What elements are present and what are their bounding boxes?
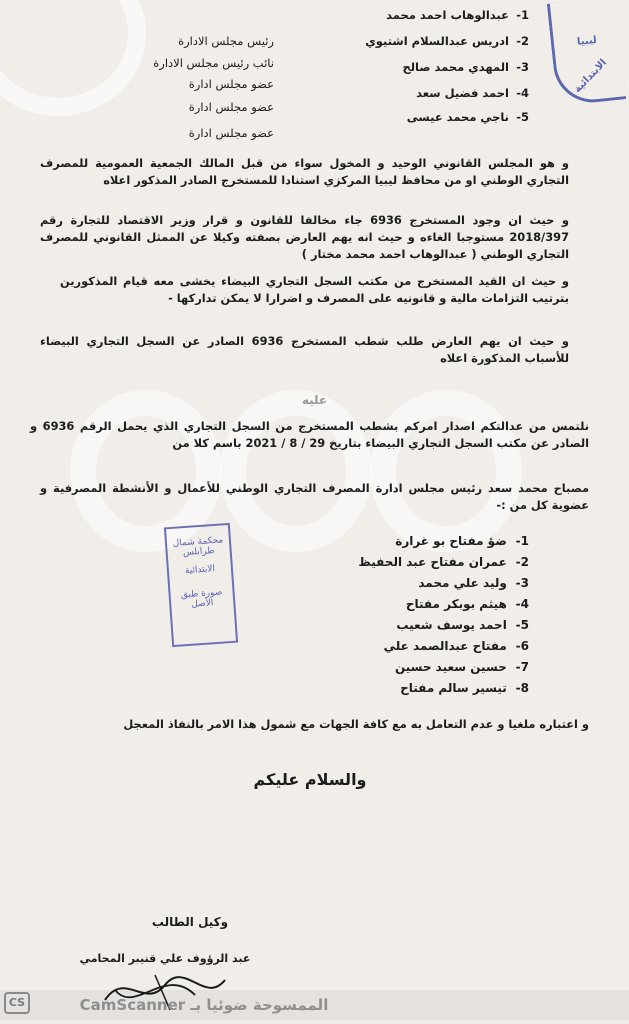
board-number: 4- [516,86,529,100]
list-item [418,576,529,590]
list-item [395,660,529,674]
board-name: ناجي محمد عيسى [406,110,509,124]
list-name: مفتاح عبدالصمد علي [383,639,507,653]
board-name: عبدالوهاب احمد محمد [386,8,509,22]
list-item [396,618,529,632]
list-name: وليد علي محمد [418,576,507,590]
paragraph-2: و حيث ان وجود المستخرج 6936 جاء مخالفا للقانون و قرار وزير الاقتصاد للتجارة رقم 2018/397 مستوجبا الغاءه و حيث انه يهم العارض بصفته وكيلا عن الممثل القانوني للمصرف التجاري الوطني ( عبدالوهاب احمد محمد مختار ) [40,213,569,261]
court-stamp [164,523,238,647]
board-role: عضو مجلس ادارة [188,77,274,91]
agent-title: وكيل الطالب [151,915,229,929]
paragraph-1: و هو المجلس القانوني الوحيد و المخول سواء من قبل المالك الجمعية العمومية للمصرف التجاري الوطني او من محافظ ليبيا المركزي استنادا للمستخرج الصادر المذكور اعلاه [40,156,569,187]
list-number: 1- [515,534,529,548]
corner-stamp-line2: الابتدائية [572,57,610,96]
salutation: والسلام عليكم [253,770,367,789]
list-name: ضؤ مفتاح بو غرارة [395,534,507,548]
list-name: تيسير سالم مفتاح [400,681,507,695]
list-number: 6- [515,639,529,653]
board-name: المهدي محمد صالح [402,60,509,74]
request-continuation: مصباح محمد سعد رئيس مجلس ادارة المصرف التجاري الوطني للأعمال و الأنشطة المصرفية و عضوية كل من :- [40,481,589,512]
list-name: هيثم بوبكر مفتاح [405,597,507,611]
court-stamp-line1: محكمة شمال طرابلس [172,535,224,559]
list-number: 2- [515,555,529,569]
list-item [395,534,529,548]
court-stamp-line3: صورة طبق الأصل [180,587,223,610]
list-item [406,597,529,611]
board-name: ادريس عبدالسلام اشتيوي [365,34,509,48]
closing-paragraph: و اعتباره ملغيا و عدم التعامل به مع كافة الجهات مع شمول هذا الامر بالنفاذ المعجل [123,717,589,731]
board-name: احمد فضيل سعد [416,86,509,100]
paragraph-4: و حيث ان يهم العارض طلب شطب المستخرج 6936 الصادر عن السجل التجاري البيضاء للأسباب المذكورة اعلاه [40,334,570,365]
list-item [400,681,529,695]
board-number: 3- [516,60,529,74]
list-number: 8- [515,681,529,695]
agent-name: عبد الرؤوف علي قنيبر المحامي [79,952,251,965]
list-name: حسين سعيد حسين [394,660,507,674]
list-number: 5- [515,618,529,632]
board-role: رئيس مجلس الادارة [178,34,274,48]
board-role: عضو مجلس ادارة [188,100,274,114]
list-item [384,639,529,653]
list-name: عمران مفتاح عبد الحفيظ [358,555,507,569]
list-name: احمد يوسف شعيب [396,618,507,632]
list-number: 3- [515,576,529,590]
list-number: 4- [515,597,529,611]
board-role: عضو مجلس ادارة [188,126,274,140]
watermark-circle [220,390,372,552]
request-paragraph: نلتمس من عدالتكم اصدار امركم بشطب المستخرج من السجل التجاري الذي يحمل الرقم 6936 و الصادر عن مكتب السجل التجاري البيضاء بتاريخ 29 / 8 / 2021 باسم كلا من [30,419,590,450]
list-item [358,555,529,569]
scanner-footer-text: الممسوحة ضوئيا بـ CamScanner [79,996,329,1014]
paragraph-3: و حيث ان القيد المستخرج من مكتب السجل التجاري البيضاء يخشى معه قيام المذكورين بترتيب التزامات مالية و قانونيه على المصرف و اضرارا لا يمكن تداركها - [60,274,569,305]
board-number: 2- [516,34,529,48]
corner-stamp [547,0,626,106]
corner-stamp-line1: ليبيا [576,34,598,48]
board-number: 5- [516,110,529,124]
top-watermark [0,0,146,116]
camscanner-icon: CS [4,992,30,1014]
watermark-circle [370,390,522,552]
court-stamp-line2: الابتدائية [184,563,216,577]
board-number: 1- [516,8,529,22]
section-heading: عليه [301,393,328,407]
board-role: نائب رئيس مجلس الادارة [153,56,274,70]
list-number: 7- [515,660,529,674]
